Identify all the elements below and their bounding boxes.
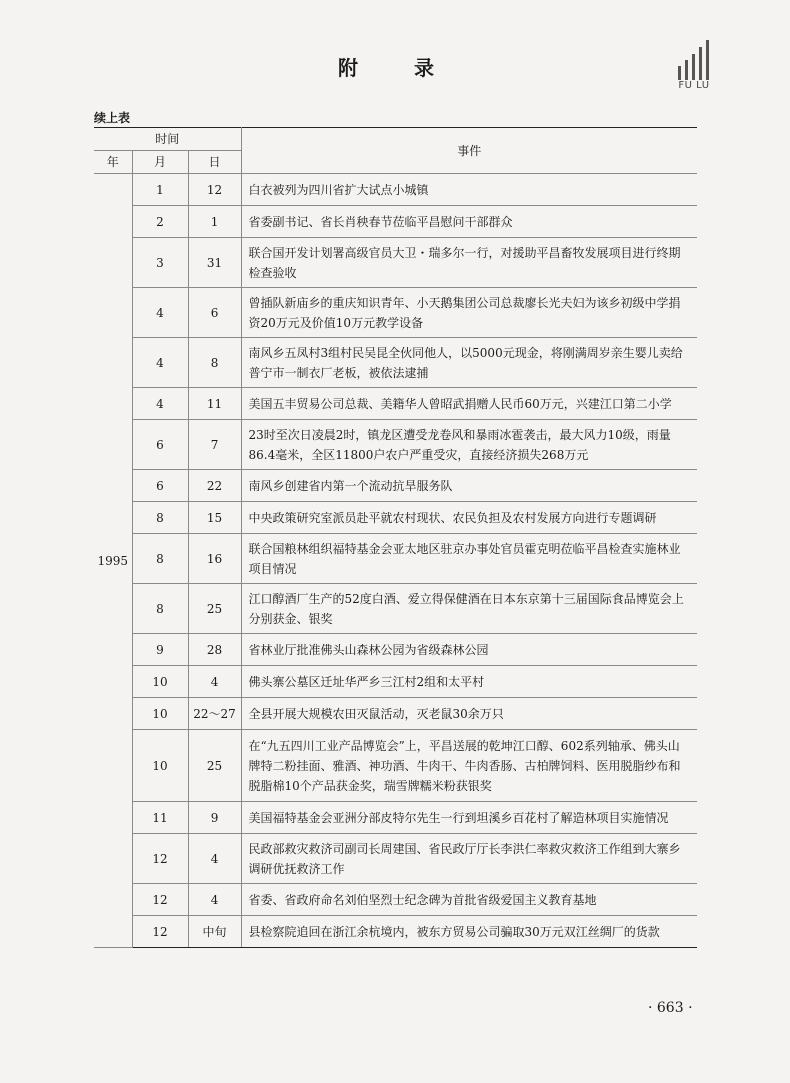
continued-label: 续上表 xyxy=(94,111,131,125)
month-cell: 8 xyxy=(132,584,188,634)
event-cell: 省林业厅批准佛头山森林公园为省级森林公园 xyxy=(241,634,697,666)
month-cell: 2 xyxy=(132,206,188,238)
event-cell: 全县开展大规模农田灭鼠活动，灭老鼠30余万只 xyxy=(241,698,697,730)
day-cell: 22～27 xyxy=(188,698,241,730)
event-cell: 白衣被列为四川省扩大试点小城镇 xyxy=(241,174,697,206)
month-cell: 11 xyxy=(132,802,188,834)
day-cell: 9 xyxy=(188,802,241,834)
month-cell: 6 xyxy=(132,470,188,502)
month-cell: 9 xyxy=(132,634,188,666)
event-cell: 美国五丰贸易公司总裁、美籍华人曾昭武捐赠人民币60万元，兴建江口第二小学 xyxy=(241,388,697,420)
bars-icon xyxy=(678,40,718,80)
page-title: 附 录 xyxy=(338,56,452,80)
event-cell: 中央政策研究室派员赴平就农村现状、农民负担及农村发展方向进行专题调研 xyxy=(241,502,697,534)
month-cell: 3 xyxy=(132,238,188,288)
month-cell: 4 xyxy=(132,388,188,420)
month-cell: 6 xyxy=(132,420,188,470)
header-year: 年 xyxy=(94,151,132,174)
logo-text: FU LU xyxy=(678,80,710,91)
day-cell: 1 xyxy=(188,206,241,238)
day-cell: 25 xyxy=(188,584,241,634)
year-cell: 1995 xyxy=(94,174,132,948)
month-cell: 8 xyxy=(132,502,188,534)
day-cell: 6 xyxy=(188,288,241,338)
month-cell: 10 xyxy=(132,666,188,698)
event-cell: 民政部救灾救济司副司长周建国、省民政厅厅长李洪仁率救灾救济工作组到大寨乡调研优抚救济工作 xyxy=(241,834,697,884)
day-cell: 8 xyxy=(188,338,241,388)
month-cell: 1 xyxy=(132,174,188,206)
month-cell: 8 xyxy=(132,534,188,584)
month-cell: 10 xyxy=(132,698,188,730)
header-day: 日 xyxy=(188,151,241,174)
event-cell: 23时至次日凌晨2时，镇龙区遭受龙卷风和暴雨冰雹袭击，最大风力10级，雨量86.4毫米，全区11800户农户严重受灾，直接经济损失268万元 xyxy=(241,420,697,470)
events-table xyxy=(94,127,697,948)
event-cell: 美国福特基金会亚洲分部皮特尔先生一行到坦溪乡百花村了解造林项目实施情况 xyxy=(241,802,697,834)
day-cell: 16 xyxy=(188,534,241,584)
day-cell: 28 xyxy=(188,634,241,666)
day-cell: 25 xyxy=(188,730,241,802)
event-cell: 省委副书记、省长肖秧春节莅临平昌慰问干部群众 xyxy=(241,206,697,238)
event-cell: 佛头寨公墓区迁址华严乡三江村2组和太平村 xyxy=(241,666,697,698)
event-cell: 在“九五四川工业产品博览会”上，平昌送展的乾坤江口醇、602系列轴承、佛头山牌特二粉挂面、雅酒、神功酒、牛肉干、牛肉香肠、古柏牌饲料、医用脱脂纱布和脱脂棉10个产品获金奖，瑞雪牌糯米粉获银奖 xyxy=(241,730,697,802)
month-cell: 4 xyxy=(132,288,188,338)
day-cell: 11 xyxy=(188,388,241,420)
event-cell: 县检察院追回在浙江余杭境内，被东方贸易公司骗取30万元双江丝绸厂的货款 xyxy=(241,916,697,948)
day-cell: 22 xyxy=(188,470,241,502)
day-cell: 31 xyxy=(188,238,241,288)
event-cell: 江口醇酒厂生产的52度白酒、爱立得保健酒在日本东京第十三届国际食品博览会上分别获金、银奖 xyxy=(241,584,697,634)
month-cell: 4 xyxy=(132,338,188,388)
event-cell: 省委、省政府命名刘伯坚烈士纪念碑为首批省级爱国主义教育基地 xyxy=(241,884,697,916)
day-cell: 12 xyxy=(188,174,241,206)
header-time: 时间 xyxy=(94,128,241,151)
day-cell: 4 xyxy=(188,666,241,698)
event-cell: 联合国粮林组织福特基金会亚太地区驻京办事处官员霍克明莅临平昌检查实施林业项目情况 xyxy=(241,534,697,584)
day-cell: 4 xyxy=(188,884,241,916)
event-cell: 南风乡五凤村3组村民吴昆全伙同他人，以5000元现金，将刚满周岁亲生婴儿卖给普宁市一制衣厂老板，被依法逮捕 xyxy=(241,338,697,388)
day-cell: 4 xyxy=(188,834,241,884)
event-cell: 南风乡创建省内第一个流动抗旱服务队 xyxy=(241,470,697,502)
month-cell: 12 xyxy=(132,834,188,884)
month-cell: 12 xyxy=(132,884,188,916)
day-cell: 15 xyxy=(188,502,241,534)
day-cell: 中旬 xyxy=(188,916,241,948)
month-cell: 10 xyxy=(132,730,188,802)
event-cell: 联合国开发计划署高级官员大卫・瑞多尔一行，对援助平昌畜牧发展项目进行终期检查验收 xyxy=(241,238,697,288)
page-number: · 663 · xyxy=(648,1000,693,1016)
header-month: 月 xyxy=(132,151,188,174)
event-cell: 曾插队新庙乡的重庆知识青年、小天鹅集团公司总裁廖长光夫妇为该乡初级中学捐资20万元及价值10万元教学设备 xyxy=(241,288,697,338)
month-cell: 12 xyxy=(132,916,188,948)
day-cell: 7 xyxy=(188,420,241,470)
fulu-logo xyxy=(668,44,728,94)
header-event: 事件 xyxy=(241,128,697,174)
